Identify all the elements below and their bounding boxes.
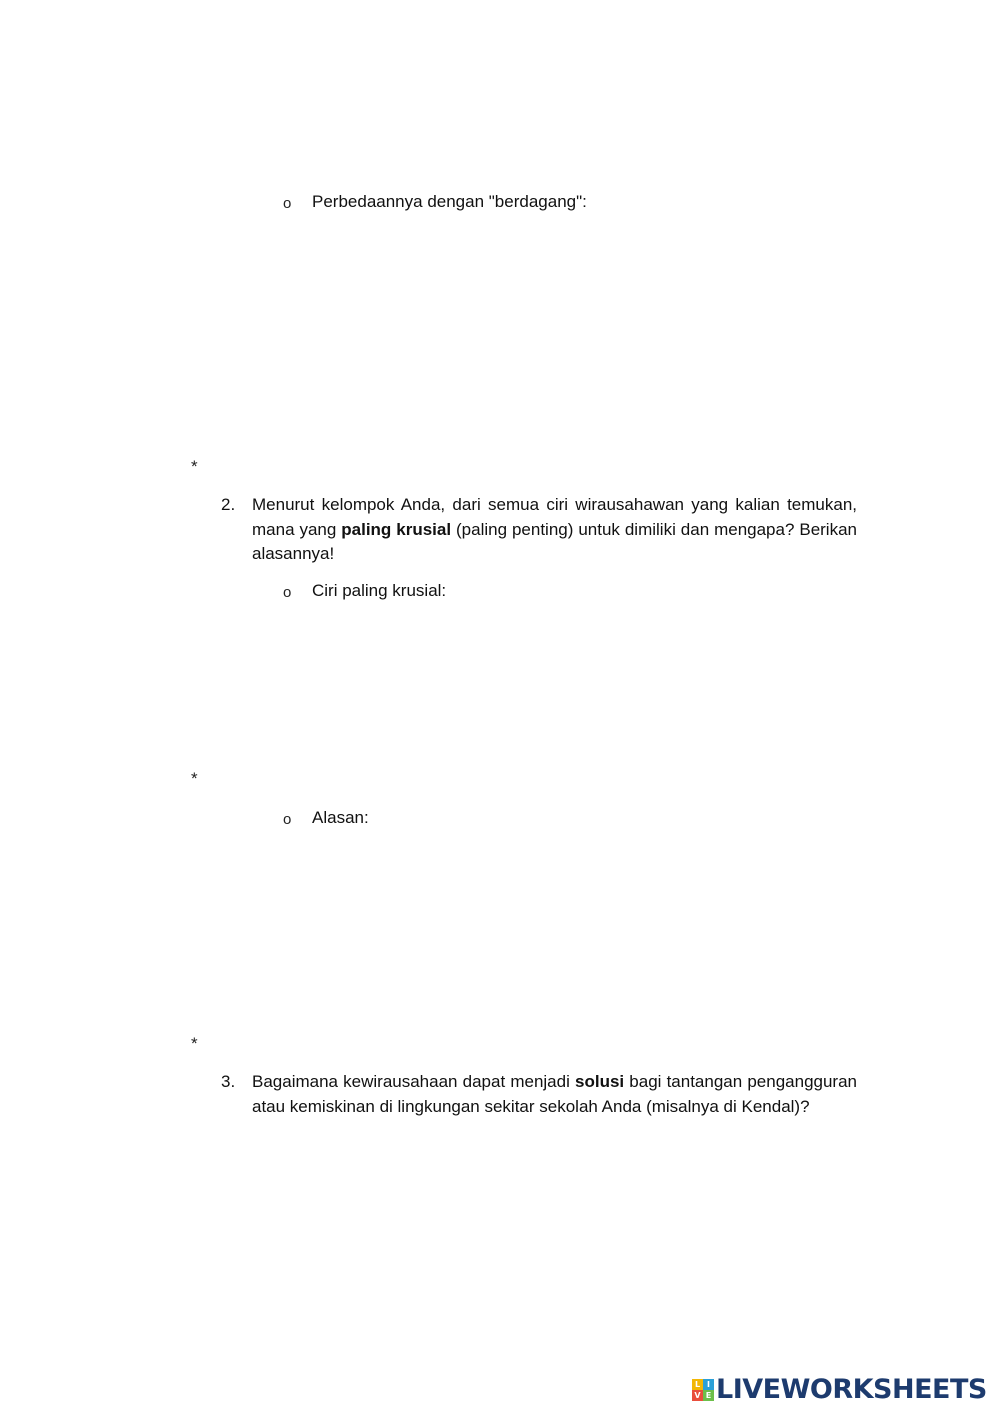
live-logo-icon: L I V E: [692, 1379, 714, 1401]
question-2-emphasis: paling krusial: [341, 519, 452, 539]
alasan-label: Alasan:: [312, 808, 369, 827]
question-2-text: Menurut kelompok Anda, dari semua ciri wirausahawan yang kalian temukan, mana yang paling krusial (paling penting) untuk dimiliki dan mengapa? Berikan alasannya!: [252, 495, 857, 563]
sub-bullet-marker: o: [283, 195, 292, 212]
sub-bullet-marker: o: [283, 811, 292, 828]
star-separator: *: [191, 769, 198, 788]
sub-bullet-marker: o: [283, 584, 292, 601]
question-3-text: Bagaimana kewirausahaan dapat menjadi solusi bagi tantangan pengangguran atau kemiskinan di lingkungan sekitar sekolah Anda (misalnya di Kendal)?: [252, 1072, 857, 1116]
question-3-emphasis: solusi: [575, 1072, 625, 1091]
question-number: 3.: [221, 1072, 236, 1091]
star-separator: *: [191, 1034, 198, 1053]
question-number: 2.: [221, 495, 236, 514]
perbedaan-label: Perbedaannya dengan "berdagang":: [312, 192, 587, 211]
ciri-label: Ciri paling krusial:: [312, 581, 447, 600]
logo-text: LIVEWORKSHEETS: [716, 1373, 987, 1405]
star-separator: *: [191, 457, 198, 476]
liveworksheets-logo[interactable]: [692, 1374, 987, 1406]
